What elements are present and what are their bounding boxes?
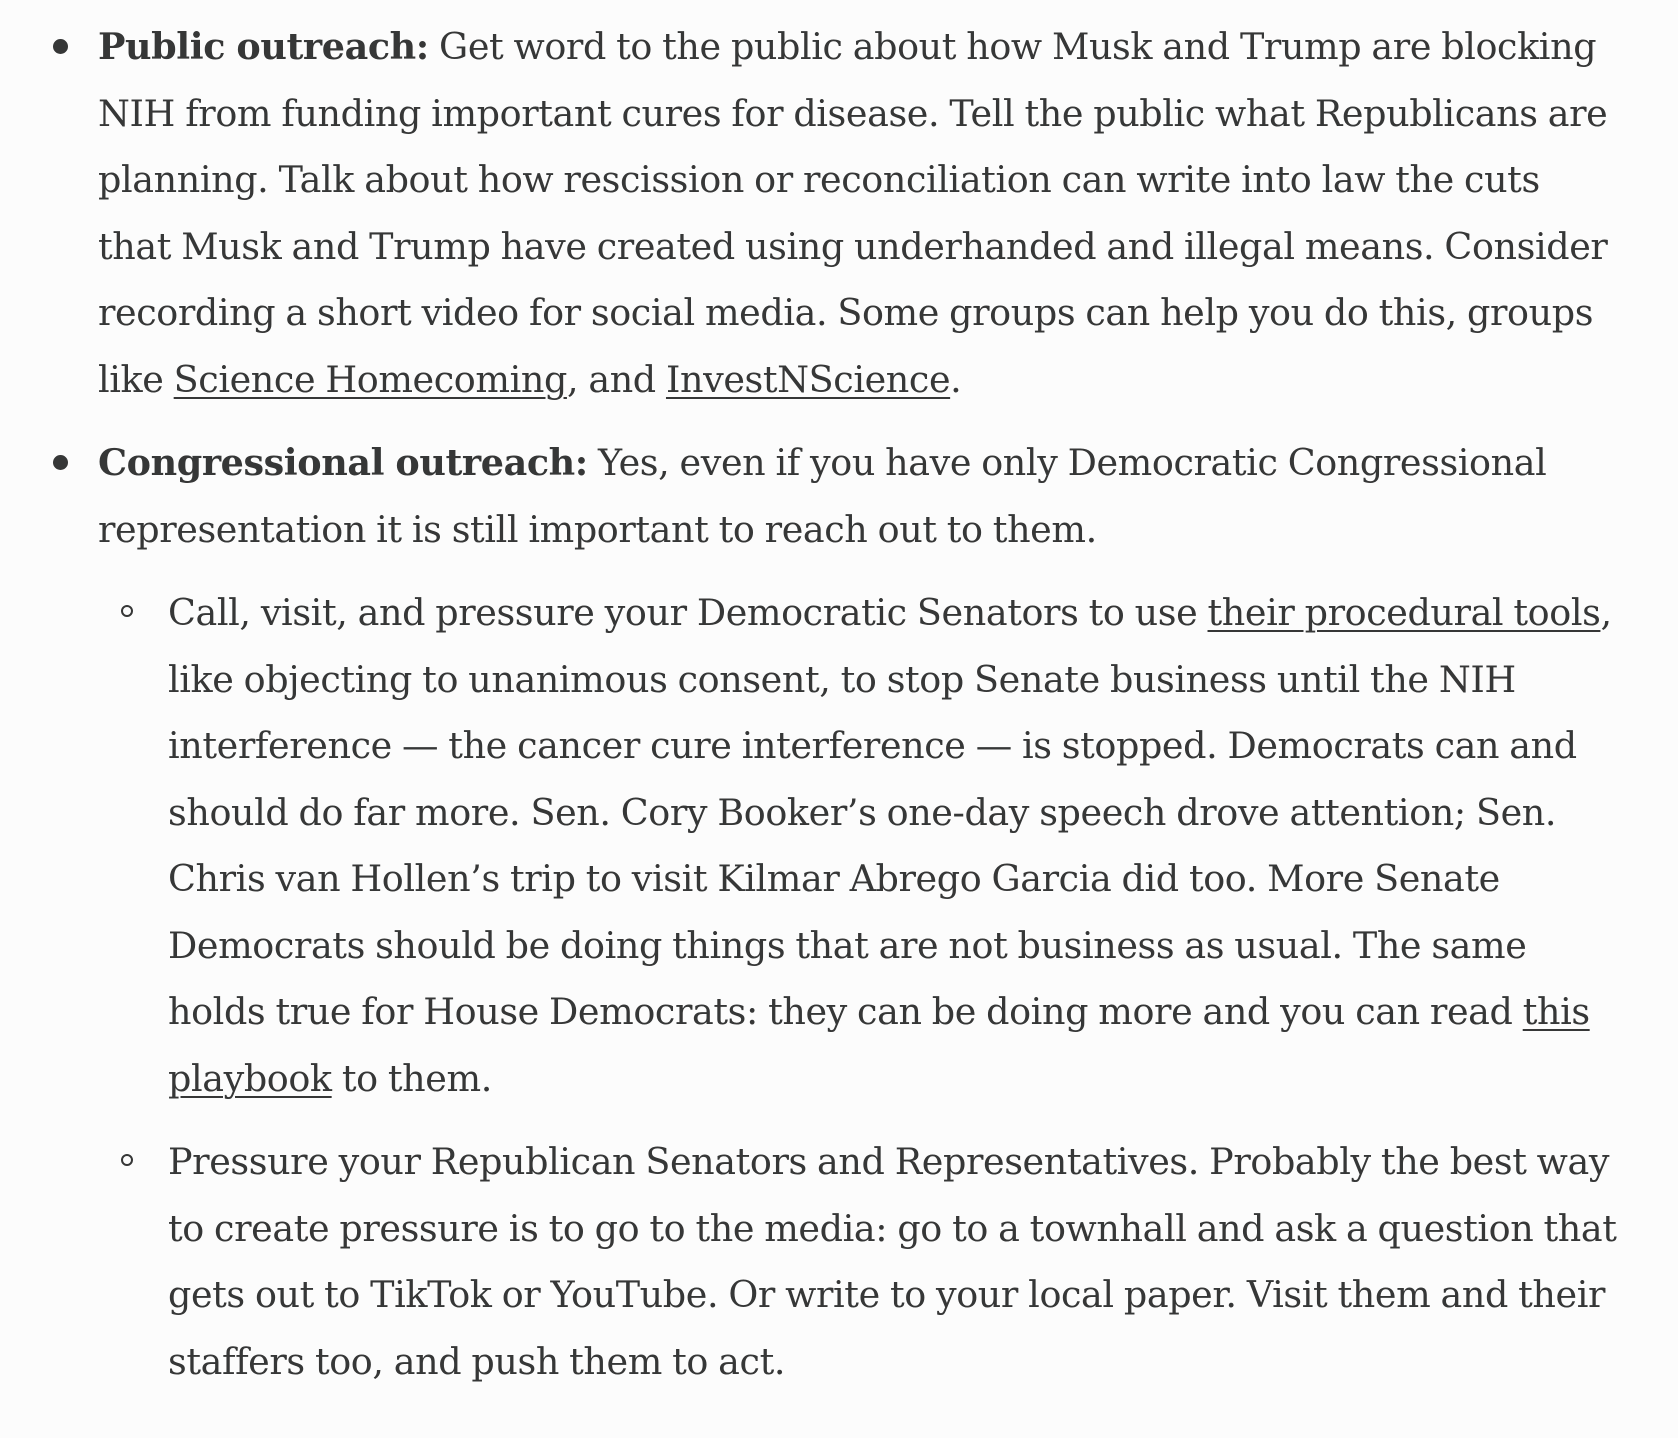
- item-lead: Public outreach:: [98, 25, 429, 68]
- item-text: .: [950, 357, 962, 401]
- item-text: Pressure your Republican Senators and Representatives. Probably the best way to create pressure is to go to the media: go to a townhall and ask a question that gets out to TikTok or YouTube. Or write to your local paper. Visit them and their staffers too, and push them to act.: [168, 1140, 1617, 1383]
- list-item-congressional-outreach: [0, 430, 1678, 563]
- bullet-circle-icon: [121, 605, 133, 617]
- bullet-disc-icon: [53, 39, 68, 54]
- bullet-list: [0, 14, 1678, 1395]
- bullet-disc-icon: [53, 455, 68, 470]
- procedural-tools-link[interactable]: their procedural tools: [1207, 591, 1601, 634]
- item-lead: Congressional outreach:: [98, 441, 588, 484]
- sublist-item-republican-senators: [0, 1129, 1678, 1395]
- item-text: Call, visit, and pressure your Democratic Senators to use: [168, 591, 1208, 634]
- playbook-link[interactable]: this playbook: [168, 990, 1590, 1100]
- item-text: Yes, even if you have only Democratic Congressional representation it is still important to reach out to them.: [98, 441, 1547, 551]
- bullet-circle-icon: [121, 1154, 133, 1166]
- investnscience-link[interactable]: InvestNScience: [665, 357, 951, 401]
- sublist-container: [0, 580, 1678, 1395]
- list-item-public-outreach: [0, 14, 1678, 413]
- item-text: , and: [566, 357, 666, 401]
- item-text: Get word to the public about how Musk and Trump are blocking NIH from funding important cures for disease. Tell the public what Republicans are planning. Talk about how rescission or reconciliation can write into law the cuts that Musk and Trump have created using underhanded and illegal means. Consider recording a short video for social media. Some groups can help you do this, groups like: [98, 25, 1608, 401]
- item-text: to them.: [331, 1056, 492, 1100]
- science-homecoming-link[interactable]: Science Homecoming: [173, 357, 567, 401]
- sublist-item-democratic-senators: [0, 580, 1678, 1112]
- item-text: , like objecting to unanimous consent, to stop Senate business until the NIH interference — the cancer cure interference — is stopped. Democrats can and should do far more. Sen. Cory Booker’s one-day speech drove attention; Sen. Chris van Hollen’s trip to visit Kilmar Abrego Garcia did too. More Senate Democrats should be doing things that are not business as usual. The same holds true for House Democrats: they can be doing more and you can read: [168, 591, 1612, 1033]
- sub-bullet-list: [0, 580, 1678, 1395]
